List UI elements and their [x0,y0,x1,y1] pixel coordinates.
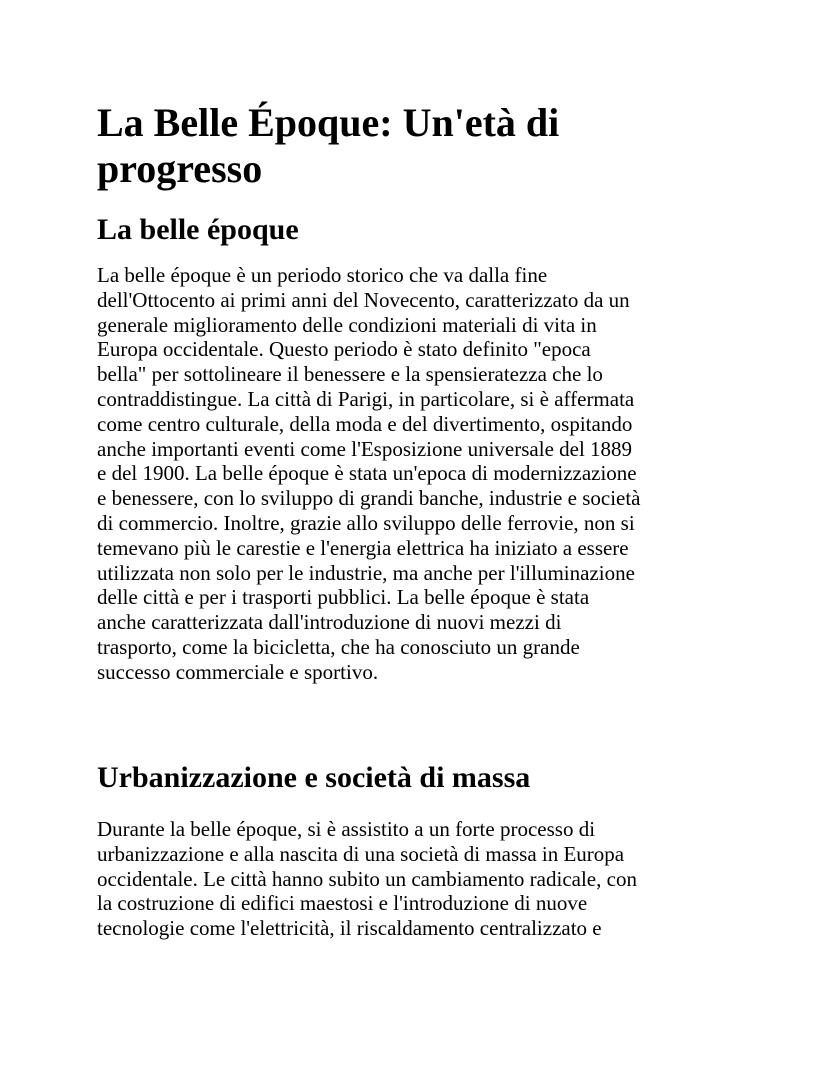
page-title: La Belle Époque: Un'età di progresso [97,100,560,191]
paragraph-line: contraddistingue. La città di Parigi, in particolare, si è affermata [97,386,635,411]
paragraph-line: generale miglioramento delle condizioni materiali di vita in [97,312,597,337]
paragraph-line: di commercio. Inoltre, grazie allo sviluppo delle ferrovie, non si [97,510,635,535]
paragraph-line: e benessere, con lo sviluppo di grandi banche, industrie e società [97,486,641,511]
paragraph-line: Durante la belle époque, si è assistito a un forte processo di [97,817,596,841]
paragraph-line: e del 1900. La belle époque è stata un'epoca di modernizzazione [97,461,637,486]
section-heading: Urbanizzazione e società di massa [97,761,531,794]
paragraph-line: come centro culturale, della moda e del divertimento, ospitando [97,411,633,436]
paragraph-line: successo commerciale e sportivo. [97,659,379,684]
section-heading: La belle époque [97,213,299,246]
paragraph-line: tecnologie come l'elettricità, il riscaldamento centralizzato e [97,916,602,941]
paragraph-line: trasporto, come la bicicletta, che ha conosciuto un grande [97,634,580,659]
paragraph-line: anche caratterizzata dall'introduzione di nuovi mezzi di [97,610,562,635]
paragraph-line: delle città e per i trasporti pubblici. La belle époque è stata [97,585,590,610]
section-paragraph [97,817,637,941]
paragraph-line: La belle époque è un periodo storico che va dalla fine [97,263,548,287]
paragraph-line: urbanizzazione e alla nascita di una società di massa in Europa [97,841,625,866]
paragraph-line: occidentale. Le città hanno subito un cambiamento radicale, con [97,866,637,891]
paragraph-line: la costruzione di edifici maestosi e l'introduzione di nuove [97,891,588,916]
paragraph-line: dell'Ottocento ai primi anni del Novecento, caratterizzato da un [97,287,630,312]
paragraph-line: bella" per sottolineare il benessere e la spensieratezza che lo [97,362,603,387]
paragraph-line: Europa occidentale. Questo periodo è stato definito "epoca [97,337,591,362]
section-paragraph [97,263,641,685]
paragraph-line: anche importanti eventi come l'Esposizione universale del 1889 [97,436,633,461]
paragraph-line: utilizzata non solo per le industrie, ma anche per l'illuminazione [97,560,635,585]
paragraph-line: temevano più le carestie e l'energia elettrica ha iniziato a essere [97,535,629,560]
